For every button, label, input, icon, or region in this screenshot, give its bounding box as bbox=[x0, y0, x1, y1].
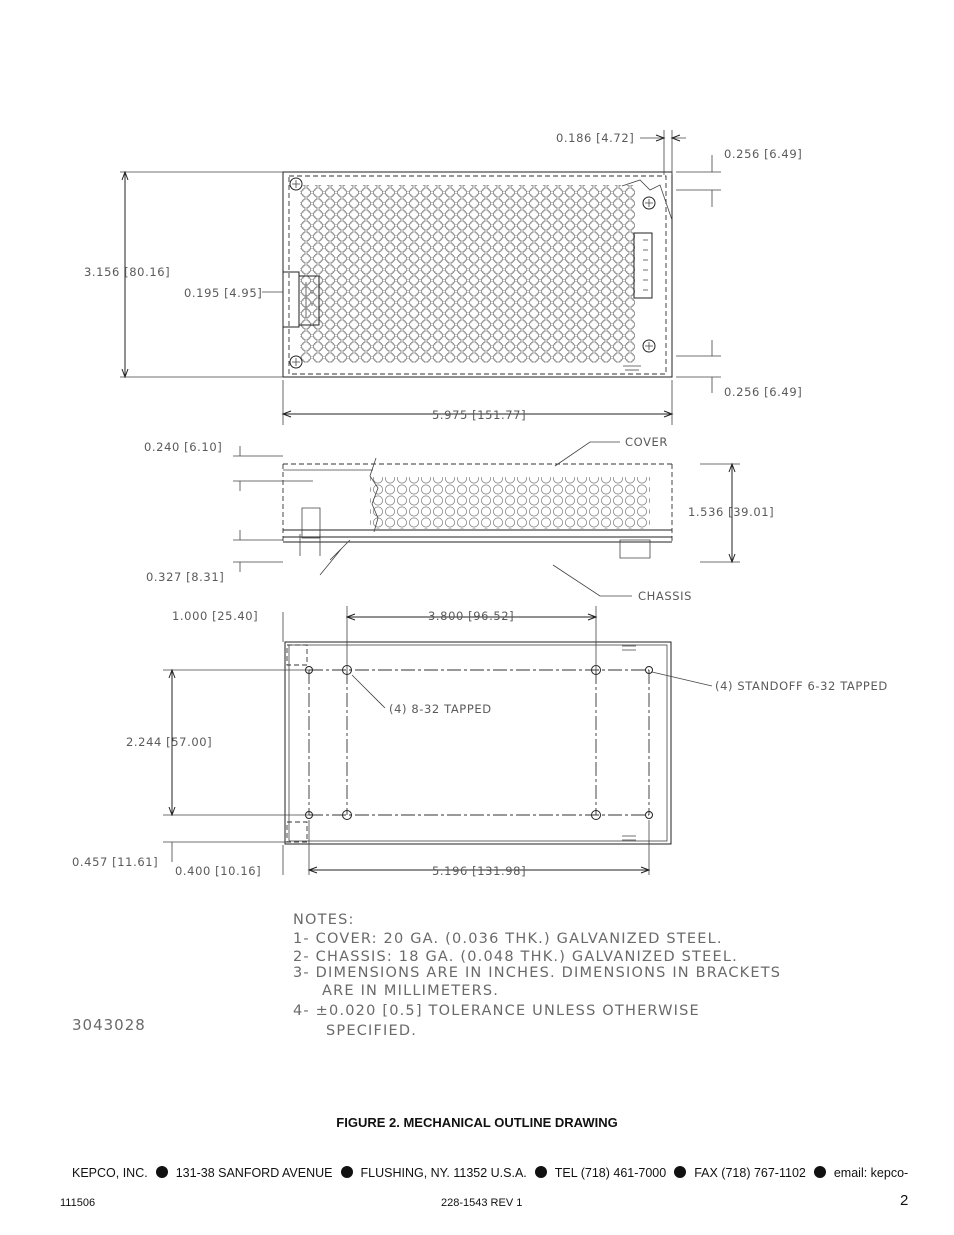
notes bbox=[293, 912, 781, 1039]
label-cover: COVER bbox=[625, 435, 669, 449]
drawing-number: 3043028 bbox=[72, 1016, 146, 1034]
page-number: 2 bbox=[900, 1192, 909, 1209]
note-4a: 4- ±0.020 [0.5] TOLERANCE UNLESS OTHERWISE bbox=[293, 1003, 700, 1019]
label-chassis: CHASSIS bbox=[638, 589, 693, 603]
screw-icon bbox=[290, 178, 302, 190]
dim-left-offset: 0.400 [10.16] bbox=[175, 864, 262, 878]
footer-address: 131-38 SANFORD AVENUE bbox=[175, 1166, 333, 1180]
top-view bbox=[120, 130, 721, 425]
dim-connector: 0.195 [4.95] bbox=[184, 286, 263, 300]
dim-bottom-right: 0.256 [6.49] bbox=[724, 385, 803, 399]
side-view bbox=[233, 442, 740, 596]
note-4b: SPECIFIED. bbox=[326, 1023, 418, 1039]
note-2: 2- CHASSIS: 18 GA. (0.048 THK.) GALVANIZED STEEL. bbox=[293, 949, 738, 965]
screw-icon bbox=[643, 340, 655, 352]
bullet-icon bbox=[535, 1166, 547, 1178]
dim-side-bottom: 0.327 [8.31] bbox=[146, 570, 225, 584]
footer bbox=[72, 1166, 908, 1180]
dim-top-width: 5.975 [151.77] bbox=[432, 408, 527, 422]
note-1: 1- COVER: 20 GA. (0.036 THK.) GALVANIZED STEEL. bbox=[293, 931, 723, 947]
dim-top-offset: 0.186 [4.72] bbox=[556, 131, 635, 145]
footer-city: FLUSHING, NY. 11352 U.S.A. bbox=[360, 1166, 527, 1180]
dim-side-height: 1.536 [39.01] bbox=[688, 505, 775, 519]
label-tapped: (4) 8-32 TAPPED bbox=[389, 702, 492, 716]
label-standoff: (4) STANDOFF 6-32 TAPPED bbox=[715, 679, 888, 693]
screw-icon bbox=[643, 197, 655, 209]
dim-bottom-width: 5.196 [131.98] bbox=[432, 864, 527, 878]
note-3b: ARE IN MILLIMETERS. bbox=[322, 983, 500, 999]
footer-fax: FAX (718) 767-1102 bbox=[694, 1166, 806, 1180]
bullet-icon bbox=[674, 1166, 686, 1178]
dim-side-top: 0.240 [6.10] bbox=[144, 440, 223, 454]
bullet-icon bbox=[341, 1166, 353, 1178]
bullet-icon bbox=[814, 1166, 826, 1178]
footer-email: email: kepco- bbox=[833, 1166, 909, 1180]
bullet-icon bbox=[156, 1166, 168, 1178]
dim-bottom-spacing: 3.800 [96.52] bbox=[428, 609, 515, 623]
dim-bottom-height: 2.244 [57.00] bbox=[126, 735, 213, 749]
figure-caption: FIGURE 2. MECHANICAL OUTLINE DRAWING bbox=[336, 1115, 618, 1130]
doc-number: 228-1543 REV 1 bbox=[441, 1197, 523, 1209]
terminal-block bbox=[634, 233, 652, 298]
note-3a: 3- DIMENSIONS ARE IN INCHES. DIMENSIONS IN BRACKETS bbox=[293, 965, 782, 981]
date-code: 111506 bbox=[60, 1197, 96, 1209]
bottom-view bbox=[163, 606, 712, 875]
dim-top-height: 3.156 [80.16] bbox=[84, 265, 171, 279]
notes-title: NOTES: bbox=[293, 912, 355, 928]
footer-company: KEPCO, INC. bbox=[72, 1166, 148, 1180]
dim-top-right: 0.256 [6.49] bbox=[724, 147, 803, 161]
dim-bottom-left: 1.000 [25.40] bbox=[172, 609, 259, 623]
footer-tel: TEL (718) 461-7000 bbox=[554, 1166, 667, 1180]
dim-bottom-offset: 0.457 [11.61] bbox=[72, 855, 159, 869]
